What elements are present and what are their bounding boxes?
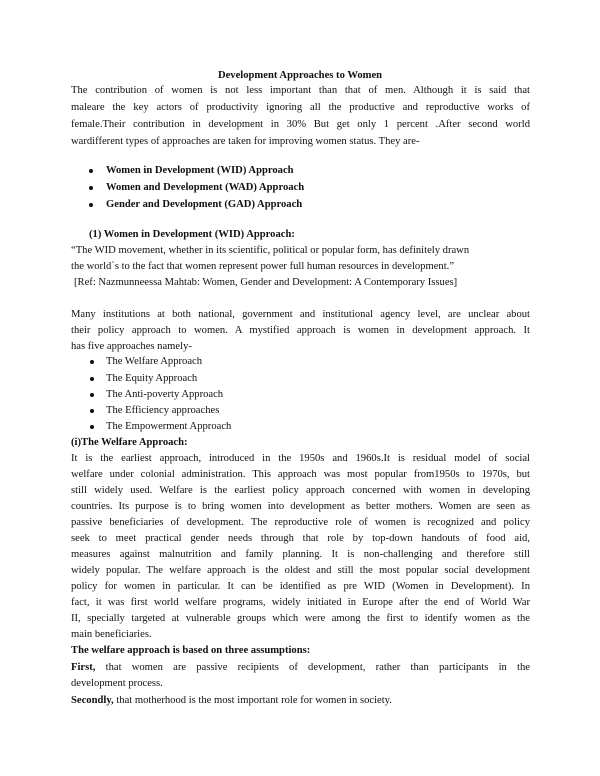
paragraph-line: has five approaches namely- [71,341,192,352]
intro-line: wardifferent types of approaches are taken for improving women status. They are- [71,136,420,147]
welfare-line: It is the earliest approach, introduced in the 1950s and 1960s.It is residual model of social [71,453,530,464]
paragraph-line: their policy approach to women. A mystified approach is women in development approach. It [71,325,530,336]
assumption-second-text: that motherhood is the most important role for women in society. [113,695,392,706]
assumption-first [71,661,530,675]
approach-list-item: Women and Development (WAD) Approach [106,182,305,193]
intro-line: The contribution of women is not less important than that of men. Although it is said that [71,85,530,96]
bullet-dot [90,377,94,381]
welfare-heading: (i)The Welfare Approach: [71,437,188,448]
reference-citation: [Ref: Nazmunneessa Mahtab: Women, Gender and Development: A Contemporary Issues] [74,277,458,288]
bullet-dot [90,425,94,429]
approach-sub-item: The Equity Approach [106,373,198,384]
approach-list-item: Gender and Development (GAD) Approach [106,199,303,210]
assumption-first-label: First, [71,662,96,673]
bullet-dot [90,360,94,364]
welfare-line: seek to meet practical gender needs through that role by top-down handouts of food aid, [71,533,530,544]
approach-sub-item: The Anti-poverty Approach [106,389,224,400]
assumption-first-cont: development process. [71,678,163,689]
approach-sub-item: The Welfare Approach [106,356,203,367]
bullet-dot [90,393,94,397]
quote-line: “The WID movement, whether in its scientific, political or popular form, has definitely drawn [71,245,470,256]
welfare-line: fact, it was first world welfare programs, widely initiated in Europe after the end of World War [71,597,530,608]
approach-list-item: Women in Development (WID) Approach [106,165,294,176]
assumptions-heading: The welfare approach is based on three assumptions: [71,645,311,656]
bullet-dot [89,186,93,190]
welfare-line: widely popular. The welfare approach is the oldest and still the most popular social development [71,565,530,576]
quote-line: the world`s to the fact that women represent power full human resources in development.” [71,261,455,272]
bullet-dot [89,169,93,173]
welfare-line: measures against malnutrition and family planning. It is non-challenging and therefore still [71,549,530,560]
bullet-dot [90,409,94,413]
welfare-line: main beneficiaries. [71,629,152,640]
welfare-line: countries. Its purpose is to bring women into development as better mothers. Women are seen as [71,501,530,512]
assumption-first-text: that women are passive recipients of development, rather than participants in the [95,662,530,673]
approach-sub-item: The Efficiency approaches [106,405,220,416]
section-heading: (1) Women in Development (WID) Approach: [89,229,295,240]
intro-line: maleare the key actors of productivity ignoring all the productive and reproductive works of [71,102,530,113]
intro-line: female.Their contribution in development in 30% But get only 1 percent .After second world [71,119,530,130]
welfare-line: policy for women in particular. It can be identified as pre WID (Women in Development). In [71,581,530,592]
welfare-line: still widely used. Welfare is the earliest policy approach concerned with women in developing [71,485,530,496]
welfare-line: II, specially targeted at vulnerable groups which were among the first to identify women as the [71,613,530,624]
assumption-second [71,694,392,708]
welfare-line: passive beneficiaries of development. The reproductive role of women is recognized and policy [71,517,530,528]
page-title: Development Approaches to Women [217,70,383,81]
welfare-line: welfare under colonial administration. This approach was most popular from1950s to 1970s, but [71,469,530,480]
approach-sub-item: The Empowerment Approach [106,421,232,432]
paragraph-line: Many institutions at both national, government and institutional agency level, are unclear about [71,309,530,320]
assumption-second-label: Secondly, [71,695,114,706]
bullet-dot [89,203,93,207]
